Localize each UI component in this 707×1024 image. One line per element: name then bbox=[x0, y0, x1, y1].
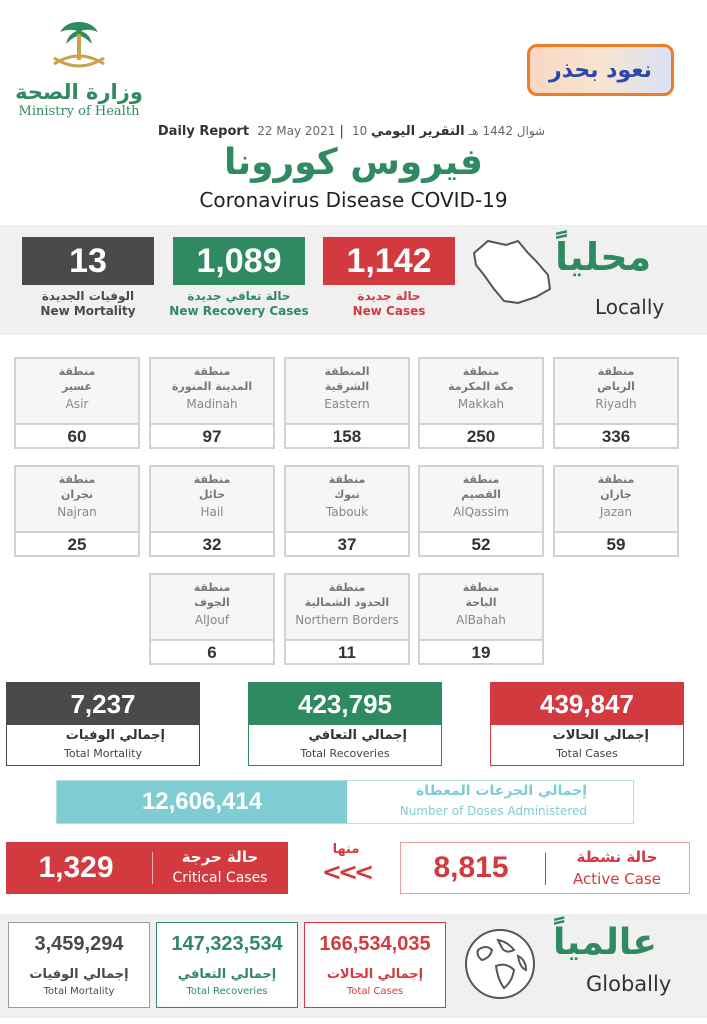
region-card bbox=[284, 465, 410, 557]
total-recoveries-card bbox=[248, 682, 442, 766]
region-name-ar: المدينة المنورة bbox=[171, 380, 253, 393]
total-cases-ar: إجمالي الحالات bbox=[552, 728, 649, 743]
region-card bbox=[418, 465, 544, 557]
locally-section bbox=[0, 225, 707, 335]
region-card bbox=[553, 357, 679, 449]
divider bbox=[545, 853, 546, 885]
region-prefix: منطقة bbox=[193, 365, 231, 378]
global-cases-card bbox=[304, 922, 446, 1008]
ministry-name-en: Ministry of Health bbox=[18, 104, 140, 119]
region-name-en: AlBahah bbox=[456, 613, 506, 627]
region-card bbox=[149, 357, 275, 449]
of-which-indicator bbox=[318, 842, 374, 887]
region-value: 336 bbox=[555, 423, 677, 447]
region-prefix: منطقة bbox=[328, 473, 366, 486]
new-mortality-en: New Mortality bbox=[40, 304, 136, 318]
new-mortality-value: 13 bbox=[22, 237, 154, 285]
title-ar: فيروس كورونا bbox=[224, 142, 483, 183]
region-name-en: Eastern bbox=[324, 397, 370, 411]
doses-card bbox=[56, 780, 634, 824]
report-hijri: 10 شوال 1442 هـ bbox=[351, 124, 546, 138]
critical-value: 1,329 bbox=[38, 851, 114, 884]
region-card bbox=[418, 357, 544, 449]
region-name-en: Makkah bbox=[457, 397, 505, 411]
region-name-ar: الجوف bbox=[194, 596, 230, 609]
globally-heading-ar: عالمياً bbox=[553, 922, 657, 963]
region-card bbox=[149, 465, 275, 557]
region-name-en: Tabouk bbox=[325, 505, 369, 519]
global-cases-en: Total Cases bbox=[346, 986, 404, 997]
region-name-en: Jazan bbox=[599, 505, 633, 519]
region-name-ar: الباحة bbox=[465, 596, 497, 609]
locally-heading-en: Locally bbox=[595, 295, 665, 319]
divider bbox=[152, 852, 153, 884]
region-name-ar: الحدود الشمالية bbox=[304, 596, 390, 609]
region-prefix: منطقة bbox=[462, 581, 500, 594]
active-ar: حالة نشطة bbox=[576, 848, 658, 866]
new-recovery-value: 1,089 bbox=[173, 237, 305, 285]
region-value: 19 bbox=[420, 639, 542, 663]
region-name-ar: حائل bbox=[198, 488, 225, 501]
region-name-ar: تبوك bbox=[334, 488, 360, 501]
locally-heading-ar: محلياً bbox=[555, 235, 652, 279]
arrows-icon: <<< bbox=[321, 858, 371, 886]
doses-ar: إجمالي الجرعات المعطاة bbox=[416, 783, 587, 799]
new-recovery-ar: حالة تعافي جديدة bbox=[187, 289, 291, 303]
region-value: 52 bbox=[420, 531, 542, 555]
global-recoveries-en: Total Recoveries bbox=[186, 986, 268, 997]
region-name-en: Northern Borders bbox=[295, 613, 399, 627]
active-cases-card bbox=[400, 842, 690, 894]
region-card bbox=[14, 465, 140, 557]
global-recoveries-value: 147,323,534 bbox=[171, 933, 283, 955]
region-card bbox=[284, 357, 410, 449]
region-name-ar: جازان bbox=[600, 488, 632, 501]
region-name-en: Madinah bbox=[186, 397, 238, 411]
region-value: 37 bbox=[286, 531, 408, 555]
total-cases-card bbox=[490, 682, 684, 766]
global-cases-value: 166,534,035 bbox=[319, 933, 431, 955]
report-ar: التقرير اليومي bbox=[371, 124, 465, 139]
region-value: 59 bbox=[555, 531, 677, 555]
total-recoveries-en: Total Recoveries bbox=[300, 747, 390, 760]
region-prefix: منطقة bbox=[462, 473, 500, 486]
region-name-en: AlJouf bbox=[194, 613, 230, 627]
report-en: Daily Report bbox=[157, 124, 250, 139]
region-name-ar: نجران bbox=[60, 488, 94, 501]
region-card bbox=[149, 573, 275, 665]
total-recoveries-ar: إجمالي التعافي bbox=[308, 728, 407, 743]
region-name-ar: القصيم bbox=[461, 488, 501, 501]
new-recovery-label bbox=[160, 289, 318, 319]
region-prefix: منطقة bbox=[58, 365, 96, 378]
region-value: 32 bbox=[151, 531, 273, 555]
global-mortality-value: 3,459,294 bbox=[34, 933, 124, 955]
region-name-en: Riyadh bbox=[595, 397, 637, 411]
region-name-ar: الشرقية bbox=[324, 380, 370, 393]
region-card bbox=[284, 573, 410, 665]
globally-section bbox=[0, 914, 707, 1018]
region-value: 60 bbox=[16, 423, 138, 447]
global-recoveries-ar: إجمالي التعافي bbox=[177, 967, 277, 982]
globe-icon bbox=[462, 926, 538, 1002]
palm-swords-icon bbox=[44, 18, 114, 78]
region-value: 6 bbox=[151, 639, 273, 663]
region-name-ar: الرياض bbox=[597, 380, 635, 393]
region-value: 25 bbox=[16, 531, 138, 555]
region-name-ar: عسير bbox=[61, 380, 93, 393]
region-prefix: المنطقة bbox=[324, 365, 370, 378]
global-mortality-en: Total Mortality bbox=[43, 986, 115, 997]
region-name-en: Najran bbox=[57, 505, 97, 519]
global-recoveries-card bbox=[156, 922, 298, 1008]
region-prefix: منطقة bbox=[597, 365, 635, 378]
region-value: 11 bbox=[286, 639, 408, 663]
of-which-ar: منها bbox=[332, 842, 360, 857]
active-en: Active Case bbox=[573, 870, 661, 888]
global-mortality-ar: إجمالي الوفيات bbox=[29, 967, 129, 982]
total-mortality-value: 7,237 bbox=[7, 683, 199, 725]
globally-heading-en: Globally bbox=[586, 972, 672, 996]
total-cases-en: Total Cases bbox=[556, 747, 618, 760]
report-date: 22 May 2021 bbox=[257, 124, 336, 138]
critical-en: Critical Cases bbox=[172, 870, 268, 886]
new-mortality-label bbox=[22, 289, 154, 319]
region-card bbox=[418, 573, 544, 665]
total-recoveries-value: 423,795 bbox=[249, 683, 441, 725]
region-name-en: Hail bbox=[200, 505, 224, 519]
region-prefix: منطقة bbox=[193, 473, 231, 486]
global-mortality-card bbox=[8, 922, 150, 1008]
new-cases-value: 1,142 bbox=[323, 237, 455, 285]
saudi-map-icon bbox=[466, 231, 556, 311]
active-value: 8,815 bbox=[433, 851, 509, 884]
region-prefix: منطقة bbox=[193, 581, 231, 594]
region-value: 158 bbox=[286, 423, 408, 447]
doses-en: Number of Doses Administered bbox=[399, 804, 587, 818]
region-prefix: منطقة bbox=[328, 581, 366, 594]
campaign-text: نعود بحذر bbox=[549, 57, 652, 83]
region-prefix: منطقة bbox=[58, 473, 96, 486]
region-value: 97 bbox=[151, 423, 273, 447]
new-recovery-en: New Recovery Cases bbox=[169, 304, 309, 318]
title-en: Coronavirus Disease COVID-19 bbox=[199, 188, 508, 212]
region-value: 250 bbox=[420, 423, 542, 447]
ministry-name-ar: وزارة الصحة bbox=[15, 80, 143, 104]
region-prefix: منطقة bbox=[462, 365, 500, 378]
campaign-badge bbox=[527, 44, 674, 96]
total-mortality-ar: إجمالي الوفيات bbox=[65, 728, 165, 743]
region-prefix: منطقة bbox=[597, 473, 635, 486]
moh-logo bbox=[14, 18, 144, 120]
total-cases-value: 439,847 bbox=[491, 683, 683, 725]
doses-value: 12,606,414 bbox=[57, 781, 347, 823]
region-name-en: Asir bbox=[65, 397, 89, 411]
region-name-en: AlQassim bbox=[453, 505, 509, 519]
new-mortality-ar: الوفيات الجديدة bbox=[41, 289, 135, 303]
critical-ar: حالة حرجة bbox=[181, 848, 259, 866]
region-name-ar: مكة المكرمة bbox=[448, 380, 514, 393]
total-mortality-en: Total Mortality bbox=[64, 747, 142, 760]
new-cases-label bbox=[323, 289, 455, 319]
critical-cases-card bbox=[6, 842, 288, 894]
new-cases-ar: حالة جديدة bbox=[357, 289, 421, 303]
global-cases-ar: إجمالي الحالات bbox=[326, 967, 424, 982]
region-card bbox=[553, 465, 679, 557]
new-cases-en: New Cases bbox=[352, 304, 426, 318]
report-line: Daily Report 22 May 2021 | 10 شوال 1442 هـ التقرير اليومي bbox=[157, 124, 546, 139]
total-mortality-card bbox=[6, 682, 200, 766]
region-card bbox=[14, 357, 140, 449]
